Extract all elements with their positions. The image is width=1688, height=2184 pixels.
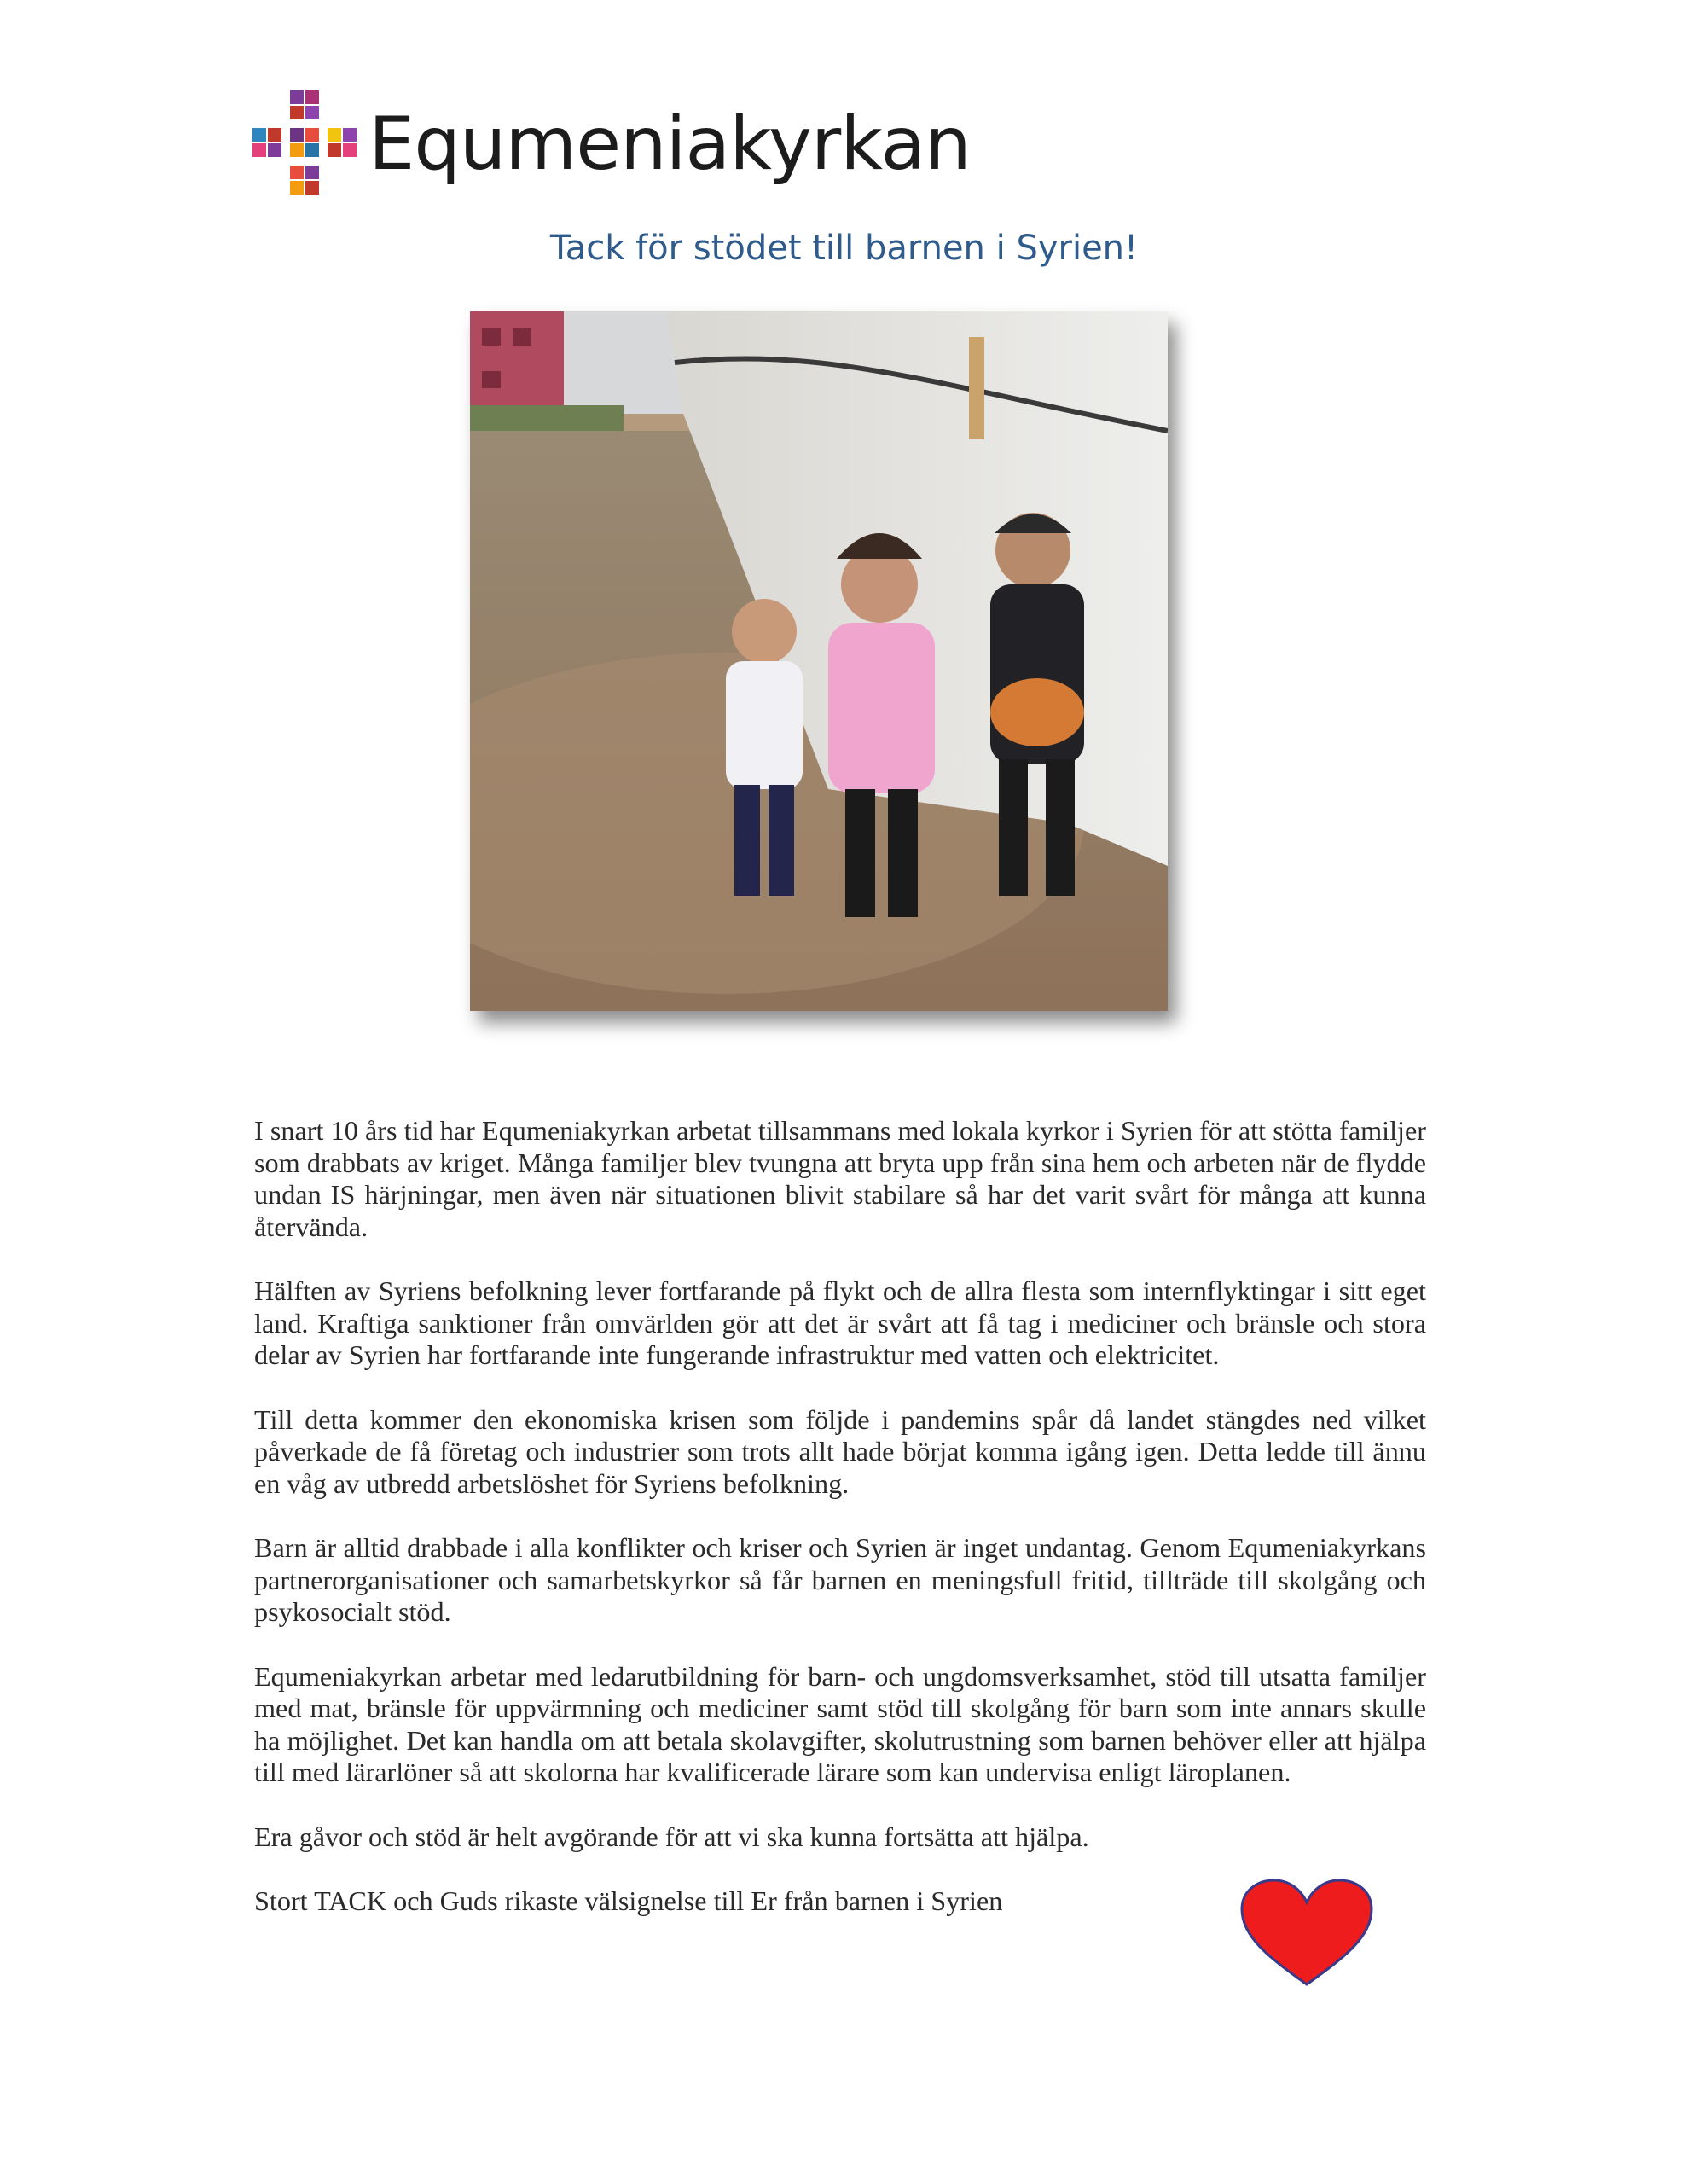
closing-line: Stort TACK och Guds rikaste välsignelse till Er från barnen i Syrien xyxy=(254,1885,1003,1916)
logo-wordmark: Equmeniakyrkan xyxy=(368,102,971,187)
photo-children-camp xyxy=(470,311,1168,1011)
paragraph-2: Hälften av Syriens befolkning lever fortfarande på flykt och de allra flesta som internflyktingar i sitt eget land. Kraftiga sanktioner från omvärlden gör att det är svårt att få tag i mediciner och bränsle och stora delar av Syrien har fortfarande inte fungerande infrastruktur med vatten och elektricitet. xyxy=(254,1275,1426,1370)
letter-body xyxy=(254,1115,1426,1950)
cross-logo-icon xyxy=(252,90,360,198)
paragraph-4: Barn är alltid drabbade i alla konflikter och kriser och Syrien är inget undantag. Genom Equmeniakyrkans partnerorganisationer och samarbetskyrkor så får barnen en meningsfull fritid, tillträde till skolgång och psykosocialt stöd. xyxy=(254,1532,1426,1627)
paragraph-5: Equmeniakyrkan arbetar med ledarutbildning för barn- och ungdomsverksamhet, stöd till utsatta familjer med mat, bränsle för uppvärmning och mediciner samt stöd till skolgång för barn som inte annars skulle ha möjlighet. Det kan handla om att betala skolavgifter, skolutrustning som barnen behöver eller att hjälpa till med lärarlöner så att skolorna har kvalificerade lärare som kan undervisa enligt läroplanen. xyxy=(254,1660,1426,1787)
paragraph-6: Era gåvor och stöd är helt avgörande för att vi ska kunna fortsätta att hjälpa. xyxy=(254,1821,1089,1852)
page-title: Tack för stödet till barnen i Syrien! xyxy=(549,229,1139,268)
paragraph-3: Till detta kommer den ekonomiska krisen som följde i pandemins spår då landet stängdes ned vilket påverkade de få företag och industrier som trots allt hade börjat komma igång igen. Detta ledde till ännu en våg av utbredd arbetslöshet för Syriens befolkning. xyxy=(254,1403,1426,1499)
heart-icon xyxy=(1238,1879,1375,1988)
equmeniakyrkan-logo xyxy=(252,90,971,198)
photo-illustration xyxy=(470,311,1168,1011)
paragraph-1: I snart 10 års tid har Equmeniakyrkan arbetat tillsammans med lokala kyrkor i Syrien för att stötta familjer som drabbats av kriget. Många familjer blev tvungna att bryta upp från sina hem och arbeten när de flydde undan IS härjningar, men även när situationen blivit stabilare så har det varit svårt för många att kunna återvända. xyxy=(254,1115,1426,1242)
